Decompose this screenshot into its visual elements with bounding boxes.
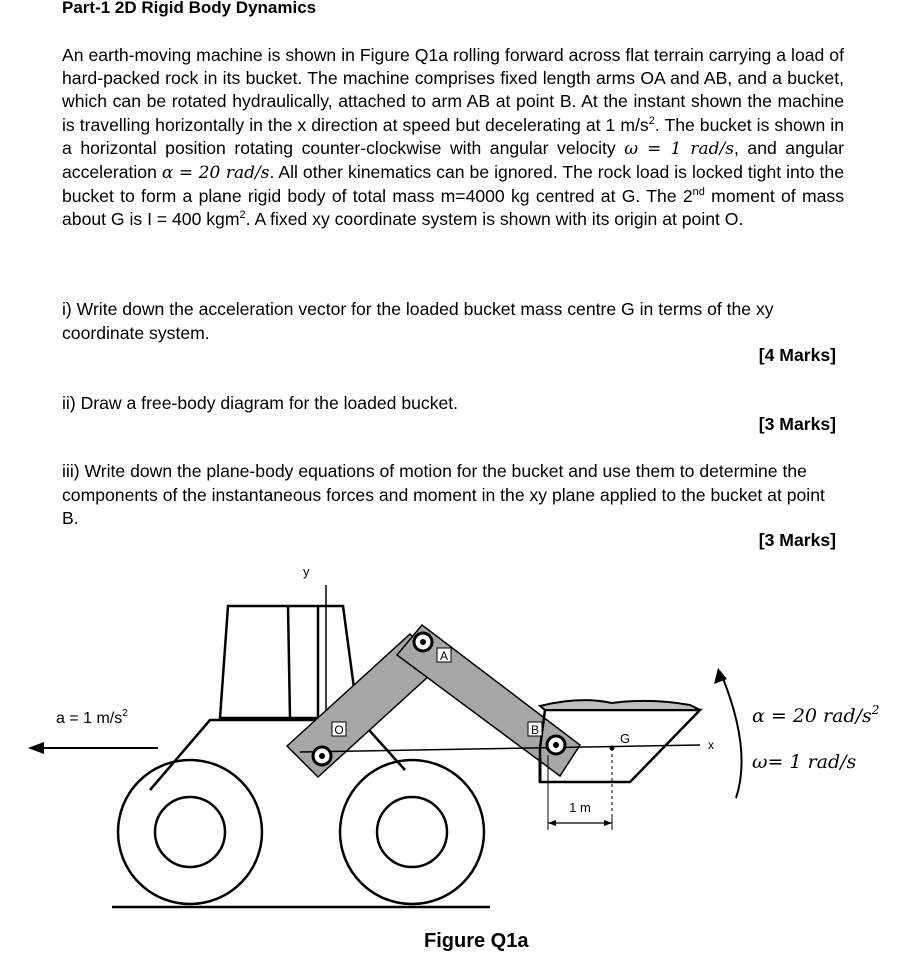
pin-A [414, 633, 432, 651]
front-wheel [340, 760, 484, 904]
question-3-marks: [3 Marks] [758, 530, 836, 550]
accel-label: a = 1 $m/s^2$ [56, 708, 128, 727]
figure-caption: Figure Q1a [424, 930, 529, 952]
figure-q1a-diagram [0, 555, 914, 930]
rock-load [540, 700, 700, 710]
rear-wheel [118, 760, 262, 904]
omega-label: ω= 1 rad/s [752, 751, 857, 773]
question-1: i) Write down the acceleration vector for the loaded bucket mass centre G in terms of the xy coordinate system. [62, 299, 774, 343]
point-G-marker [610, 746, 615, 751]
label-B: B [530, 723, 540, 737]
question-2-marks: [3 Marks] [758, 414, 836, 434]
label-1m: 1 m [569, 800, 591, 815]
question-2: ii) Draw a free-body diagram for the loaded bucket. [62, 393, 459, 413]
label-A: A [439, 649, 449, 663]
pin-B [547, 736, 565, 754]
x-axis [300, 745, 700, 752]
problem-statement: An earth-moving machine is shown in Figure Q1a rolling forward across flat terrain carrying a load of hard-packed rock in its bucket. The machine comprises fixed length arms OA and AB, and a bucket, which can be rotated hydraulically, attached to arm AB at point B. At the instant shown the machine is travelling horizontally in the x direction at speed but decelerating at 1 $m/s^2$. The bucket is shown in a horizontal position rotating counter-clockwise with angular velocity ω = 1 rad/s, and angular acceleration α = 20 rad/s. All other kinematics can be ignored. The rock load is locked tight into the bucket to form a plane rigid body of total mass m=4000 kg centred at G. The 2nd moment of mass about G is I = 400 kgm$^2$. A fixed xy coordinate system is shown with its origin at point O. [62, 45, 844, 230]
label-O: O [334, 723, 344, 737]
pin-O [313, 747, 331, 765]
alpha-label: α = 20 rad/$s^2$ [752, 703, 880, 727]
page-title: Part-1 2D Rigid Body Dynamics [62, 0, 317, 17]
question-1-marks: [4 Marks] [758, 345, 836, 365]
label-y: y [303, 564, 310, 579]
label-x: x [708, 738, 714, 752]
question-3: iii) Write down the plane-body equations of motion for the bucket and use them to determine the components of the instantaneous forces and moment in the xy plane applied to the bucket at point B. [62, 461, 825, 528]
label-G: G [619, 731, 631, 746]
rotation-arc [722, 676, 742, 798]
